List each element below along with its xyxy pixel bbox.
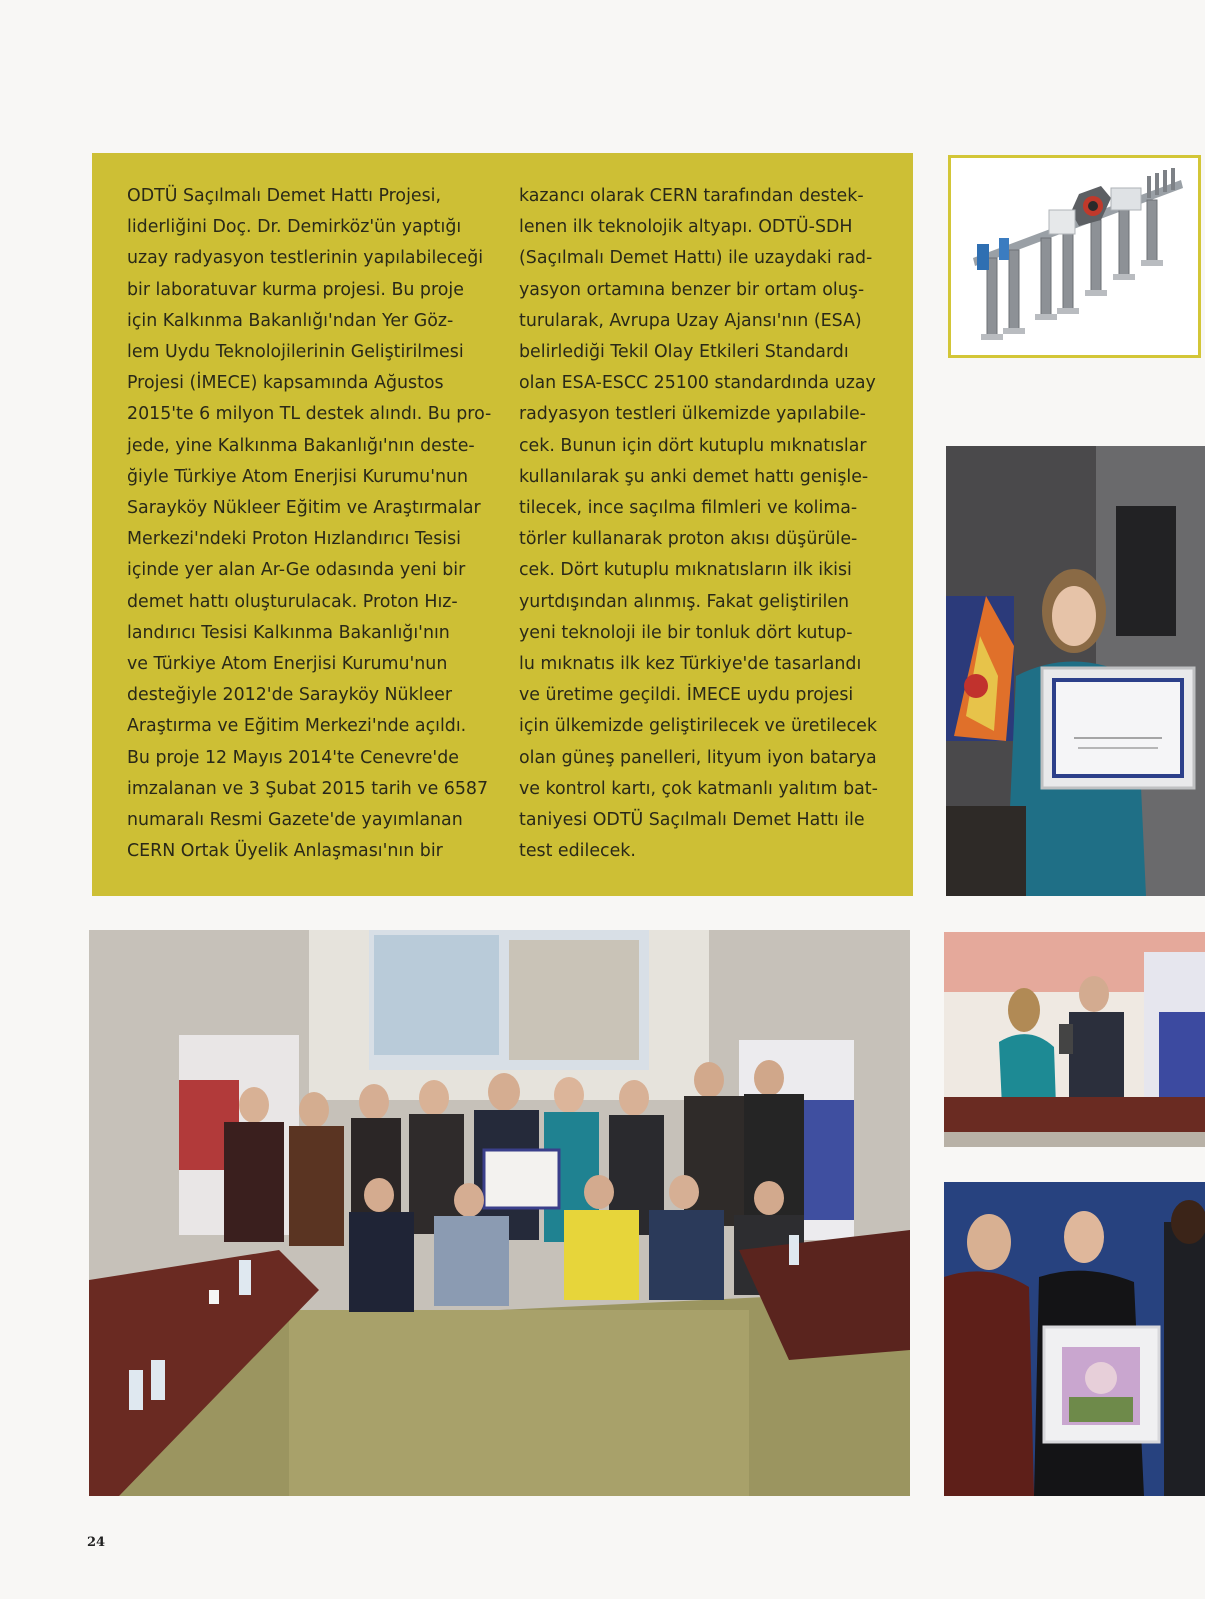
group-photo [89,930,910,1496]
beamline-render-image [948,155,1201,358]
article-right-column: kazancı olarak CERN tarafından destek- lenen ilk teknolojik altyapı. ODTÜ-SDH (Saçılmalı Demet Hattı) ile uzaydaki rad- yasyon ortamına benzer bir ortam oluş- turularak, Avrupa Uzay Ajansı'nın (ESA) belirlediği Tekil Olay Etkileri Standardı olan ESA-ESCC 25100 standardında uzay radyasyon testleri ülkemizde yapılabile- cek. Bunun için dört kutuplu mıknatıslar kullanılarak şu anki demet hattı genişle- tilecek, ince saçılma filmleri ve kolima- törler kullanarak proton akısı düşürüle- cek. Dört kutuplu mıknatısların ilk ikisi yurtdışından alınmış. Fakat geliştirilen yeni teknoloji ile bir tonluk dört kutup- lu mıknatıs ilk kez Türkiye'de tasarlandı ve üretime geçildi. İMECE uydu projesi için ülkemizde geliştirilecek ve üretilecek olan güneş panelleri, lityum iyon batarya ve kontrol kartı, çok katmanlı yalıtım bat- taniyesi ODTÜ Saçılmalı Demet Hattı ile test edilecek. [519,186,878,862]
page-number: 24 [87,1535,106,1550]
ladies-photo [944,1182,1205,1496]
article-text-panel [92,153,913,896]
article-left-column: ODTÜ Saçılmalı Demet Hattı Projesi, liderliğini Doç. Dr. Demirköz'ün yaptığı uzay radyasyon testlerinin yapılabileceği bir laboratuvar kurma projesi. Bu proje için Kalkınma Bakanlığı'ndan Yer Göz- lem Uydu Teknolojilerinin Geliştirilmesi Projesi (İMECE) kapsamında Ağustos 2015'te 6 milyon TL destek alındı. Bu pro- jede, yine Kalkınma Bakanlığı'nın deste- ğiyle Türkiye Atom Enerjisi Kurumu'nun Sarayköy Nükleer Eğitim ve Araştırmalar Merkezi'ndeki Proton Hızlandırıcı Tesisi içinde yer alan Ar-Ge odasında yeni bir demet hattı oluşturulacak. Proton Hız- landırıcı Tesisi Kalkınma Bakanlığı'nın ve Türkiye Atom Enerjisi Kurumu'nun desteğiyle 2012'de Sarayköy Nükleer Araştırma ve Eğitim Merkezi'nde açıldı. Bu proje 12 Mayıs 2014'te Cenevre'de imzalanan ve 3 Şubat 2015 tarih ve 6587 numaralı Resmi Gazete'de yayımlanan CERN Ortak Üyelik Anlaşması'nın bir [127,186,492,862]
handshake-photo [944,932,1205,1147]
woman-certificate-photo [946,446,1205,896]
